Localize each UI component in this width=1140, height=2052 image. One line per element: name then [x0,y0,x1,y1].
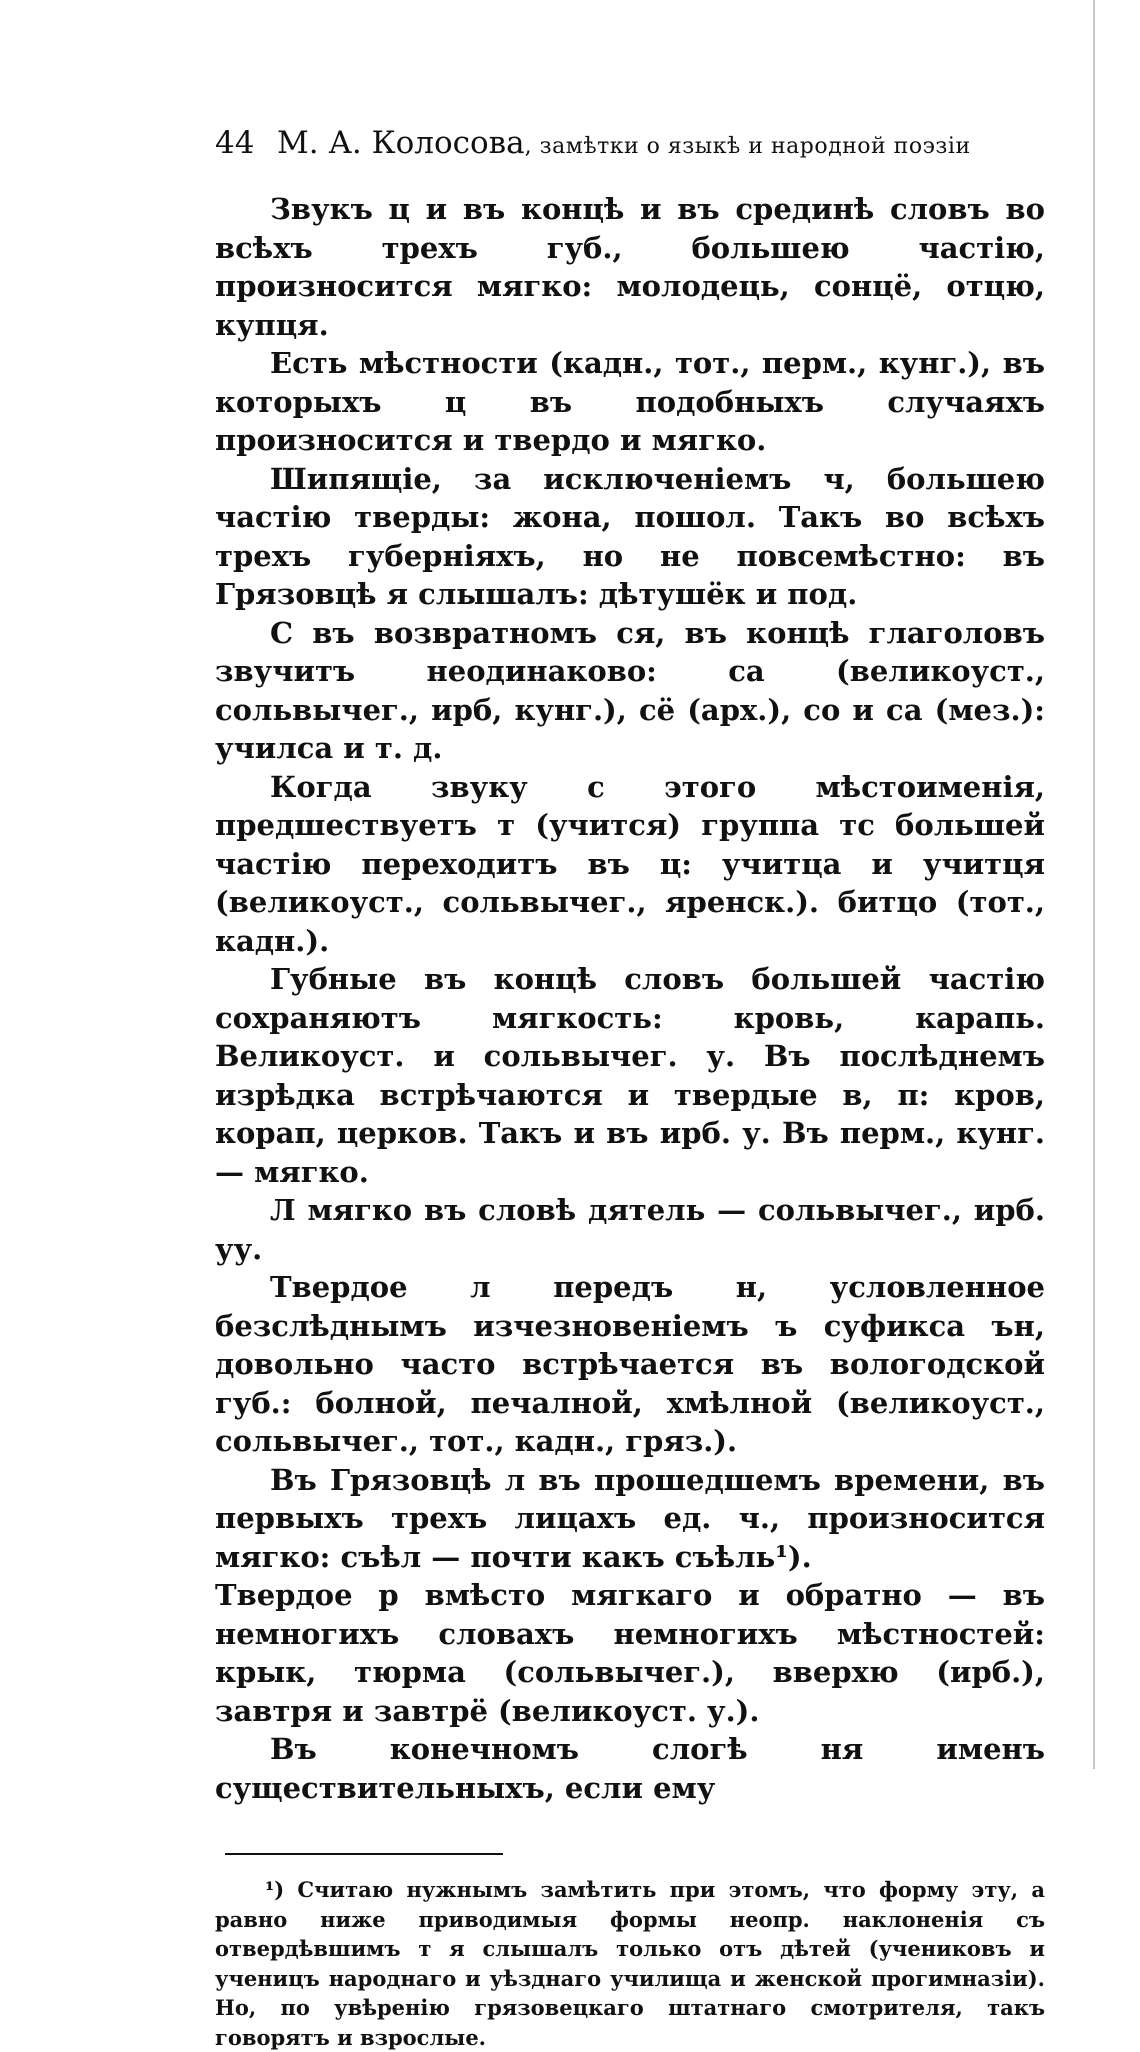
paragraph: С въ возвратномъ ся, въ концѣ глаголовъ звучитъ неодинаково: са (великоуст., сольвычег., ирб, кунг.), сё (арх.), со и са (мез.): училса и т. д. [215,615,1045,765]
body-text [215,190,1045,1807]
paragraph: Твердое л передъ н, условленное безслѣднымъ изчезновеніемъ ъ суфикса ън, довольно часто встрѣчается въ вологодской губ.: болной, печалной, хмѣлной (великоуст., сольвычег., тот., кадн., гряз.). [215,1270,1045,1458]
header-author: М. А. Колосова [277,125,525,161]
scan-edge-line [1093,0,1095,1769]
paragraph: Въ Грязовцѣ л въ прошедшемъ времени, въ первыхъ трехъ лицахъ ед. ч., произносится мягко: съѣл — почти какъ съѣль¹). [215,1462,1045,1574]
footnote-separator [225,1853,503,1855]
page-number: 44 [215,125,255,161]
paragraph: Шипящіе, за исключеніемъ ч, большею частію тверды: жона, пошол. Такъ во всѣхъ трехъ губерніяхъ, но не повсемѣстно: въ Грязовцѣ я слышалъ: дѣтушёк и под. [215,461,1045,611]
paragraph: Л мягко въ словѣ дятель — сольвычег., ирб. уу. [215,1193,1045,1266]
footnote: ¹) Считаю нужнымъ замѣтить при этомъ, что форму эту, а равно ниже приводимыя формы неопр. наклоненія съ отвердѣвшимъ т я слышалъ только отъ дѣтей (учениковъ и ученицъ народнаго и уѣзднаго училища и женской прогимназіи). Но, по увѣренію грязовецкаго штатнаго смотрителя, такъ говорятъ и взрослые. [215,1877,1045,2050]
paragraph: Когда звуку с этого мѣстоименія, предшествуетъ т (учится) группа тс большей частію переходитъ въ ц: учитца и учитця (великоуст., сольвычег., яренск.). битцо (тот., кадн.). [215,769,1045,958]
header-running-title: , замѣтки о языкѣ и народной поэзіи [524,134,971,159]
paragraph: Есть мѣстности (кадн., тот., перм., кунг.), въ которыхъ ц въ подобныхъ случаяхъ произносится и твердо и мягко. [215,346,1045,457]
paragraph: Звукъ ц и въ концѣ и въ срединѣ словъ во всѣхъ трехъ губ., большею частію, произносится мягко: молодець, сонцё, отцю, купця. [215,192,1045,342]
running-header [215,118,1045,168]
paragraph: Въ конечномъ слогѣ ня именъ существительныхъ, если ему [215,1732,1045,1805]
paragraph: Твердое р вмѣсто мягкаго и обратно — въ немногихъ словахъ немногихъ мѣстностей: крык, тюрма (сольвычег.), вверхю (ирб.), завтря и завтрё (великоуст. у.). [215,1578,1045,1728]
paragraph: Губные въ концѣ словъ большей частію сохраняютъ мягкость: кровь, карапь. Великоуст. и сольвычег. у. Въ послѣднемъ изрѣдка встрѣчаются и твердые в, п: кров, корап, церков. Такъ и въ ирб. у. Въ перм., кунг. — мягко. [215,962,1045,1189]
book-page [215,118,1045,2052]
